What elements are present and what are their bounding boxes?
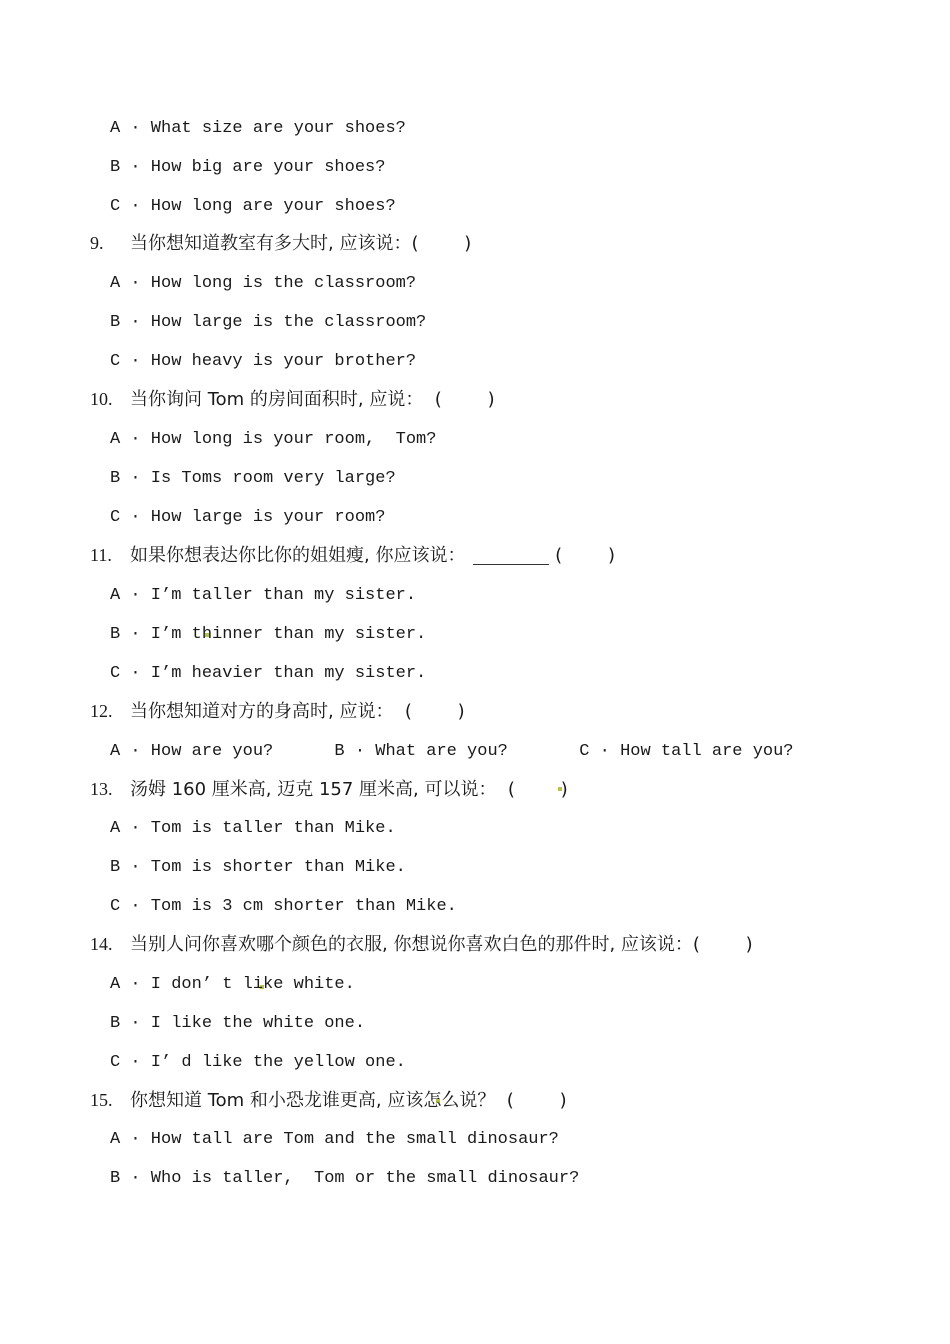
question <box>90 387 495 412</box>
answer-option <box>110 1129 559 1151</box>
question-number: 9. <box>90 233 104 253</box>
question <box>90 777 568 802</box>
answer-option <box>110 1168 579 1190</box>
answer-option-text: A · How long is your room, Tom? <box>110 430 437 449</box>
answer-option <box>110 157 385 179</box>
answer-option-text: C · I’m heavier than my sister. <box>110 664 427 683</box>
answer-option <box>110 663 426 685</box>
question-number: 14. <box>90 934 113 954</box>
answer-option <box>110 1013 365 1035</box>
question <box>90 932 753 957</box>
question-text: 当你询问 Tom 的房间面积时, 应说： ( ) <box>130 389 495 410</box>
question <box>90 1088 567 1113</box>
answer-option <box>110 351 416 373</box>
answer-blank[interactable] <box>473 546 549 565</box>
question <box>90 231 471 256</box>
answer-option <box>110 429 436 451</box>
answer-option <box>110 896 457 918</box>
answer-option-text: A · Tom is taller than Mike. <box>110 819 396 838</box>
answer-option-text: B · I’m thinner than my sister. <box>110 625 427 644</box>
question-number: 15. <box>90 1090 113 1110</box>
answer-option <box>110 1052 406 1074</box>
answer-option <box>110 196 396 218</box>
answer-option <box>110 857 406 879</box>
answer-option <box>110 312 426 334</box>
answer-option-text: A · I’m taller than my sister. <box>110 586 417 605</box>
answer-option <box>110 624 426 646</box>
question-text: 当你想知道对方的身高时, 应说： ( ) <box>130 701 465 722</box>
answer-option-text: C · How long are your shoes? <box>110 197 396 216</box>
answer-option-text: C · How heavy is your brother? <box>110 352 417 371</box>
question-text: 如果你想表达你比你的姐姐瘦, 你应该说： <box>130 545 466 566</box>
answer-option-text: A · What size are your shoes? <box>110 119 406 138</box>
question-text: 汤姆 160 厘米高, 迈克 157 厘米高, 可以说： ( ) <box>130 779 568 800</box>
answer-option-text: C · Tom is 3 cm shorter than Mike. <box>110 897 457 916</box>
answer-option-text: A · How tall are Tom and the small dinosaur? <box>110 1130 559 1149</box>
question-number: 10. <box>90 389 113 409</box>
answer-option-text: C · How large is your room? <box>110 508 386 527</box>
question-text: 当别人问你喜欢哪个颜色的衣服, 你想说你喜欢白色的那件时, 应该说：( ) <box>130 934 753 955</box>
question <box>90 699 465 724</box>
answer-option <box>110 741 794 763</box>
question <box>90 543 615 568</box>
question-number: 13. <box>90 779 113 799</box>
answer-option <box>110 974 355 996</box>
question-number: 11. <box>90 545 112 565</box>
answer-option-text: B · I like the white one. <box>110 1014 366 1033</box>
question-number: 12. <box>90 701 113 721</box>
answer-option-text: B · Is Toms room very large? <box>110 469 396 488</box>
answer-option <box>110 585 416 607</box>
answer-option-text: B · How big are your shoes? <box>110 158 386 177</box>
answer-option <box>110 818 396 840</box>
answer-option-text: B · How large is the classroom? <box>110 313 427 332</box>
question-text: 你想知道 Tom 和小恐龙谁更高, 应该怎么说？ ( ) <box>130 1090 567 1111</box>
answer-option <box>110 273 416 295</box>
answer-option-text: C · I’ d like the yellow one. <box>110 1053 406 1072</box>
answer-parens: ( ) <box>549 545 615 566</box>
answer-option-text: B · Tom is shorter than Mike. <box>110 858 406 877</box>
answer-option-text: A · How long is the classroom? <box>110 274 417 293</box>
answer-option <box>110 468 396 490</box>
answer-option-text: A · I don’ t like white. <box>110 975 355 994</box>
answer-option <box>110 118 406 140</box>
answer-option-text: B · Who is taller, Tom or the small dinosaur? <box>110 1169 580 1188</box>
question-text: 当你想知道教室有多大时, 应该说：( ) <box>130 233 472 254</box>
answer-option <box>110 507 385 529</box>
answer-option-text: A · How are you? B · What are you? C · How tall are you? <box>110 742 794 761</box>
